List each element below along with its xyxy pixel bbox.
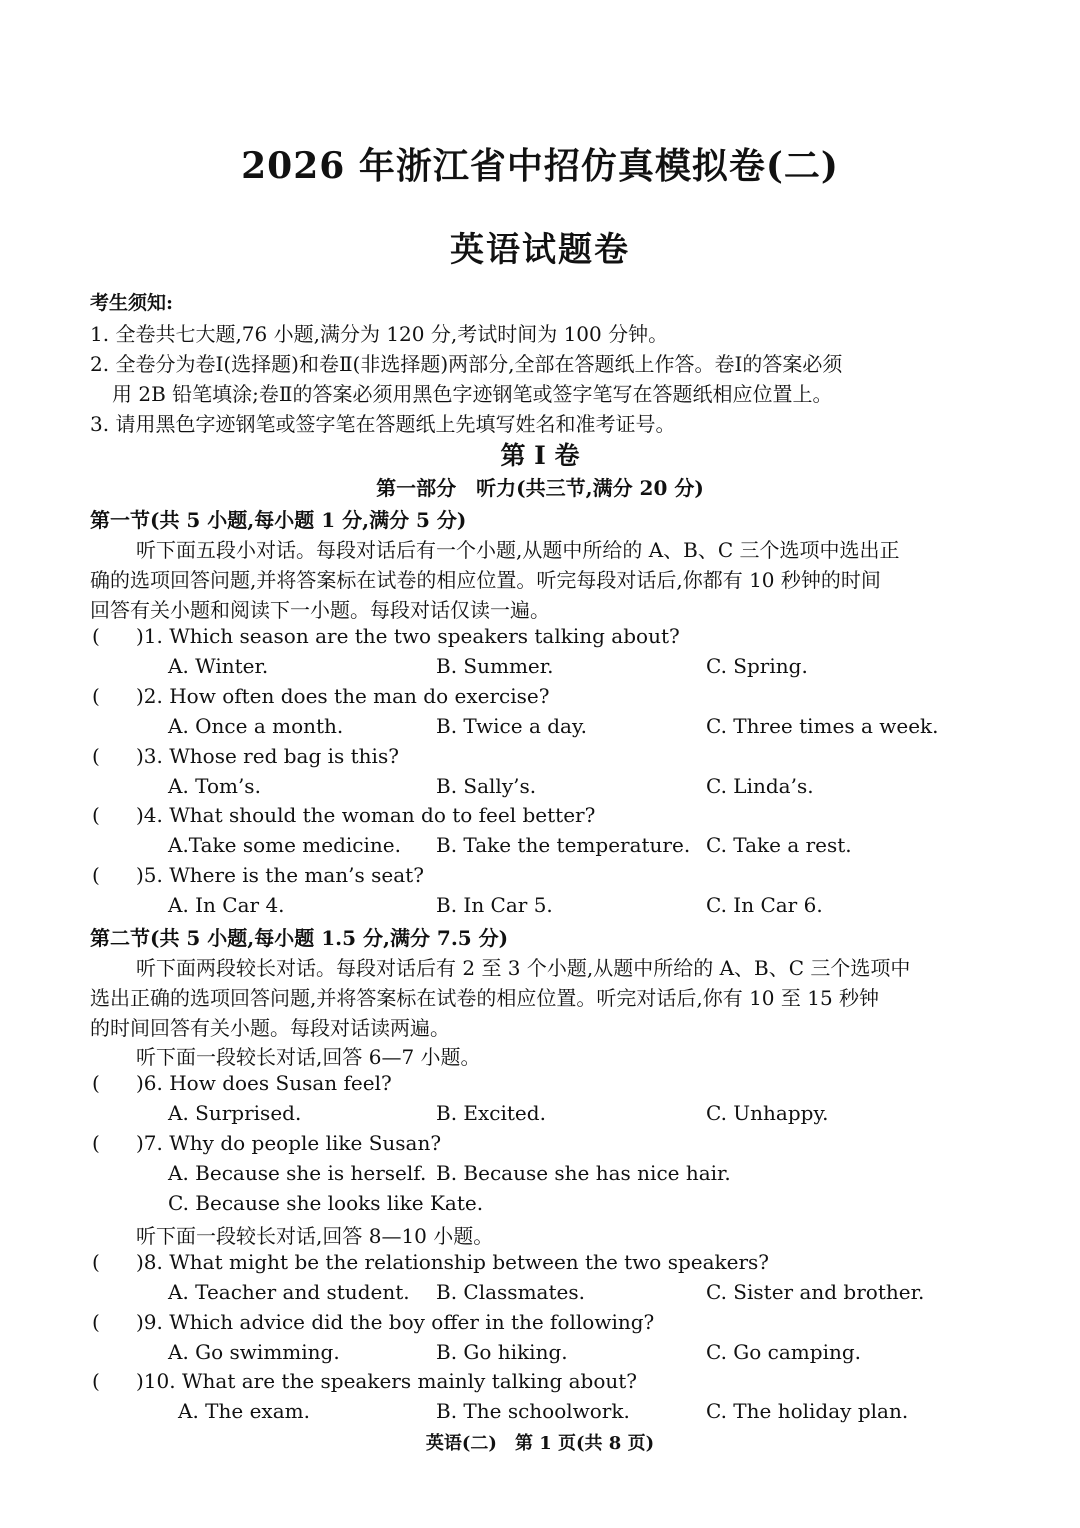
exam-title: 2026 年浙江省中招仿真模拟卷(二) xyxy=(241,145,839,187)
question-5: )5. Where is the man’s seat? xyxy=(136,863,424,887)
question-6: )6. How does Susan feel? xyxy=(136,1071,392,1095)
answer-blank[interactable]: ( xyxy=(92,1071,100,1095)
q8-option-c: C. Sister and brother. xyxy=(706,1280,925,1304)
q10-option-a: A. The exam. xyxy=(178,1399,310,1423)
section-2-heading: 第二节(共 5 小题,每小题 1.5 分,满分 7.5 分) xyxy=(90,926,509,950)
answer-blank[interactable]: ( xyxy=(92,1250,100,1274)
question-3: )3. Whose red bag is this? xyxy=(136,744,399,768)
answer-blank[interactable]: ( xyxy=(92,1131,100,1155)
volume-heading: 第 I 卷 xyxy=(500,441,580,470)
notice-item-3: 3. 请用黑色字迹钢笔或签字笔在答题纸上先填写姓名和准考证号。 xyxy=(90,412,676,436)
q7-option-b: B. Because she has nice hair. xyxy=(436,1161,731,1185)
exam-subtitle: 英语试题卷 xyxy=(450,230,630,270)
q3-option-a: A. Tom’s. xyxy=(168,774,261,798)
answer-blank[interactable]: ( xyxy=(92,684,100,708)
q2-option-a: A. Once a month. xyxy=(168,714,344,738)
section-1-instruction-3: 回答有关小题和阅读下一小题。每段对话仅读一遍。 xyxy=(90,598,550,622)
q7-option-a: A. Because she is herself. xyxy=(168,1161,427,1185)
dialog-1-intro: 听下面一段较长对话,回答 6—7 小题。 xyxy=(136,1045,481,1069)
q1-option-b: B. Summer. xyxy=(436,654,554,678)
answer-blank[interactable]: ( xyxy=(92,1369,100,1393)
q8-option-b: B. Classmates. xyxy=(436,1280,585,1304)
notice-item-1: 1. 全卷共七大题,76 小题,满分为 120 分,考试时间为 100 分钟。 xyxy=(90,322,669,346)
answer-blank[interactable]: ( xyxy=(92,744,100,768)
q6-option-a: A. Surprised. xyxy=(168,1101,302,1125)
section-2-instruction-1: 听下面两段较长对话。每段对话后有 2 至 3 个小题,从题中所给的 A、B、C 三个选项中 xyxy=(136,956,911,980)
notice-heading: 考生须知: xyxy=(90,292,174,314)
answer-blank[interactable]: ( xyxy=(92,863,100,887)
answer-blank[interactable]: ( xyxy=(92,803,100,827)
question-8: )8. What might be the relationship between the two speakers? xyxy=(136,1250,770,1274)
notice-item-2: 2. 全卷分为卷Ⅰ(选择题)和卷Ⅱ(非选择题)两部分,全部在答题纸上作答。卷Ⅰ的答案必须 xyxy=(90,352,843,376)
notice-item-2-cont: 用 2B 铅笔填涂;卷Ⅱ的答案必须用黑色字迹钢笔或签字笔写在答题纸相应位置上。 xyxy=(112,382,833,406)
dialog-2-intro: 听下面一段较长对话,回答 8—10 小题。 xyxy=(136,1224,494,1248)
part-heading: 第一部分 听力(共三节,满分 20 分) xyxy=(376,476,704,500)
question-10: )10. What are the speakers mainly talking about? xyxy=(136,1369,638,1393)
q6-option-c: C. Unhappy. xyxy=(706,1101,829,1125)
q4-option-a: A.Take some medicine. xyxy=(168,833,401,857)
section-1-instruction-2: 确的选项回答问题,并将答案标在试卷的相应位置。听完每段对话后,你都有 10 秒钟的时间 xyxy=(90,568,881,592)
q8-option-a: A. Teacher and student. xyxy=(168,1280,410,1304)
q2-option-c: C. Three times a week. xyxy=(706,714,939,738)
q4-option-b: B. Take the temperature. xyxy=(436,833,691,857)
q9-option-a: A. Go swimming. xyxy=(168,1340,340,1364)
q1-option-c: C. Spring. xyxy=(706,654,808,678)
section-1-instruction-1: 听下面五段小对话。每段对话后有一个小题,从题中所给的 A、B、C 三个选项中选出正 xyxy=(136,538,900,562)
question-9: )9. Which advice did the boy offer in the following? xyxy=(136,1310,655,1334)
q1-option-a: A. Winter. xyxy=(168,654,269,678)
q10-option-b: B. The schoolwork. xyxy=(436,1399,630,1423)
answer-blank[interactable]: ( xyxy=(92,1310,100,1334)
q6-option-b: B. Excited. xyxy=(436,1101,546,1125)
question-1: )1. Which season are the two speakers talking about? xyxy=(136,624,680,648)
q7-option-c: C. Because she looks like Kate. xyxy=(168,1191,484,1215)
question-7: )7. Why do people like Susan? xyxy=(136,1131,442,1155)
q5-option-a: A. In Car 4. xyxy=(168,893,285,917)
section-2-instruction-3: 的时间回答有关小题。每段对话读两遍。 xyxy=(90,1016,450,1040)
page-footer: 英语(二) 第 1 页(共 8 页) xyxy=(425,1433,655,1454)
answer-blank[interactable]: ( xyxy=(92,624,100,648)
q2-option-b: B. Twice a day. xyxy=(436,714,587,738)
q3-option-c: C. Linda’s. xyxy=(706,774,814,798)
q3-option-b: B. Sally’s. xyxy=(436,774,537,798)
q9-option-c: C. Go camping. xyxy=(706,1340,862,1364)
q5-option-c: C. In Car 6. xyxy=(706,893,823,917)
question-2: )2. How often does the man do exercise? xyxy=(136,684,550,708)
q4-option-c: C. Take a rest. xyxy=(706,833,852,857)
q9-option-b: B. Go hiking. xyxy=(436,1340,568,1364)
section-1-heading: 第一节(共 5 小题,每小题 1 分,满分 5 分) xyxy=(90,508,467,532)
section-2-instruction-2: 选出正确的选项回答问题,并将答案标在试卷的相应位置。听完对话后,你有 10 至 15 秒钟 xyxy=(90,986,880,1010)
q5-option-b: B. In Car 5. xyxy=(436,893,553,917)
question-4: )4. What should the woman do to feel better? xyxy=(136,803,596,827)
q10-option-c: C. The holiday plan. xyxy=(706,1399,909,1423)
